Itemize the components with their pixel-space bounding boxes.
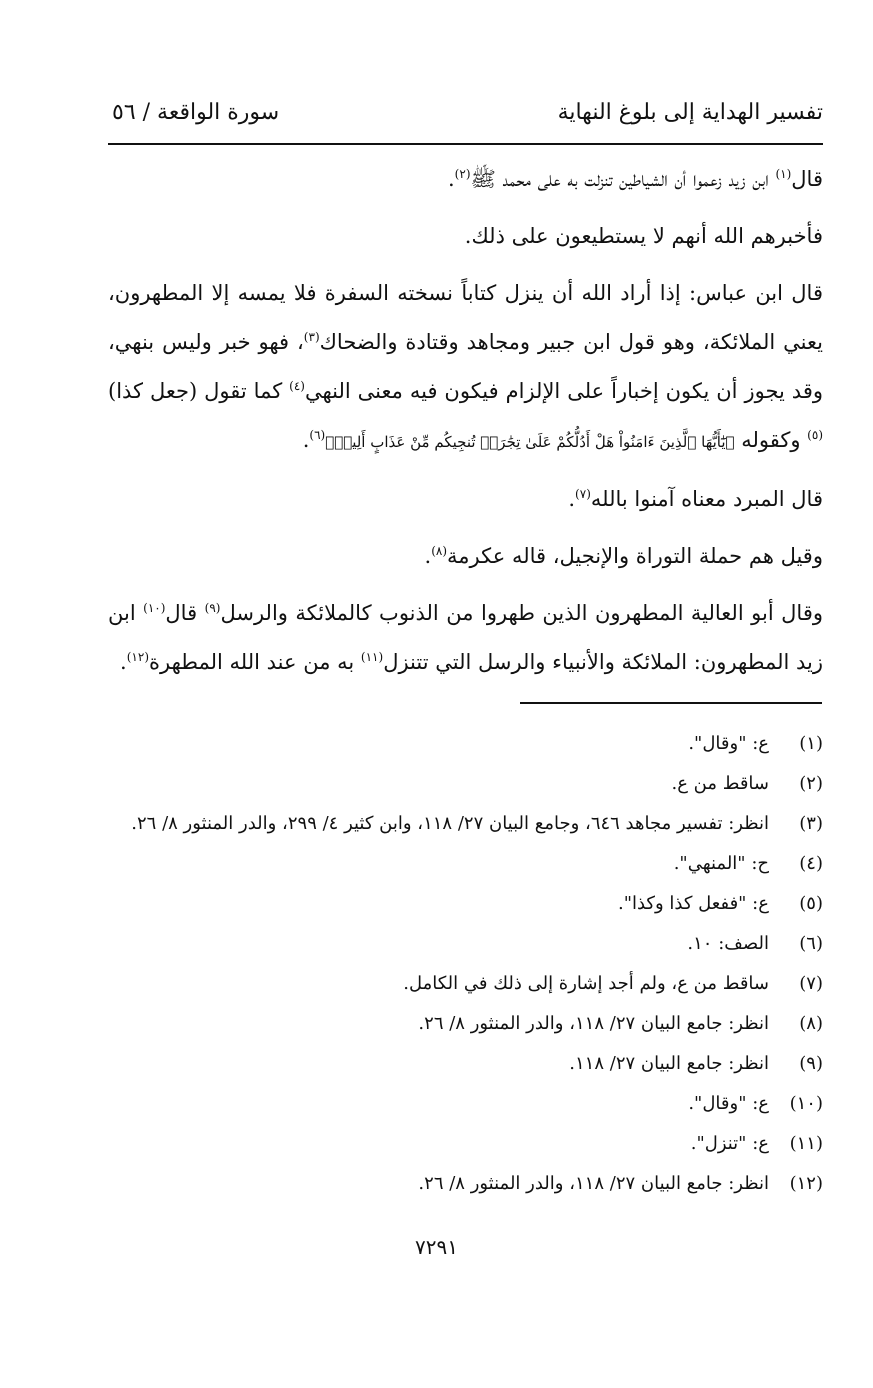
footnote-text: ساقط من ع. [671, 773, 769, 794]
footnote-item [108, 924, 823, 964]
text-run: . [424, 544, 432, 568]
footnote-number: (١٠) [789, 1093, 823, 1114]
footnote-number: (٧) [799, 973, 823, 994]
footnote-number: (١١) [789, 1133, 823, 1154]
footnote-text: انظر: تفسير مجاهد ٦٤٦، وجامع البيان ٢٧/ ١١٨، وابن كثير ٤/ ٢٩٩، والدر المنثور ٨/ ٢٦. [131, 813, 769, 834]
footnote-number: (٢) [799, 773, 823, 794]
text-run: قال المبرد معناه آمنوا بالله [590, 487, 823, 511]
text-run: . [302, 428, 310, 452]
footnote-separator [520, 702, 822, 704]
footnote-text: ع: "تنزل". [690, 1133, 769, 1154]
paragraph-4 [108, 475, 823, 524]
footnote-ref-10: (١٠) [143, 601, 166, 615]
paragraph-6 [108, 589, 823, 687]
text-run: . [120, 650, 127, 674]
footnote-number: (٣) [799, 813, 823, 834]
footnote-item [108, 804, 823, 844]
text-run: ابن زيد زعموا أن الشياطين تنزلت به على محمد ﷺ [470, 167, 776, 191]
footnote-number: (١٢) [789, 1173, 823, 1194]
footnote-ref-7: (٧) [575, 487, 591, 501]
footnote-ref-9: (٩) [204, 601, 221, 615]
text-run: قال ابن عباس: إذا أراد الله أن ينزل كتاباً نسخته السفرة فلا يمسه إلا المطهرون، يعني الملائكة، وهو قول ابن جبير ومجاهد وقتادة والضحاك [108, 281, 823, 354]
footnote-ref-6: (٦) [309, 428, 326, 442]
paragraph-2 [108, 212, 823, 261]
footnote-ref-1: (١) [775, 167, 792, 181]
footnote-text: ع: "وقال". [688, 733, 769, 754]
footnote-number: (٤) [799, 853, 823, 874]
footnote-item [108, 1124, 823, 1164]
footnote-item [108, 764, 823, 804]
footnote-ref-8: (٨) [431, 544, 448, 558]
text-run: كما تقول (جعل كذا) [108, 379, 290, 403]
footnote-text: انظر: جامع البيان ٢٧/ ١١٨، والدر المنثور ٨/ ٢٦. [418, 1013, 769, 1034]
footnote-number: (١) [799, 733, 823, 754]
text-run: ، فهو خبر وليس بنهي، وقد يجوز أن يكون إخباراً على الإلزام فيكون فيه معنى النهي [108, 330, 823, 403]
footnote-item [108, 964, 823, 1004]
footnote-ref-4: (٤) [289, 379, 305, 393]
footnote-ref-12: (١٢) [126, 650, 149, 664]
footnote-text: ع: "وقال". [688, 1093, 769, 1114]
text-run: وقال أبو العالية المطهرون الذين طهروا من الذنوب كالملائكة والرسل [220, 601, 824, 625]
text-run: . [568, 487, 576, 511]
paragraph-1 [108, 155, 823, 204]
footnotes-list [108, 724, 823, 1204]
footnote-text: الصف: ١٠. [687, 933, 769, 954]
running-header-title: تفسير الهداية إلى بلوغ النهاية [557, 100, 823, 125]
footnote-item [108, 1084, 823, 1124]
footnote-ref-3: (٣) [303, 330, 320, 344]
footnote-number: (٦) [799, 933, 823, 954]
footnote-number: (٨) [799, 1013, 823, 1034]
quran-verse: ﴿يَٰٓأَيُّهَا ٱلَّذِينَ ءَامَنُواْ هَلْ أَدُلُّكُمْ عَلَىٰ تِجَٰرَةٖ تُنجِيكُم مِّنْ عَذَابٍ أَلِيمٖ﴾ [325, 433, 735, 451]
footnote-text: ح: "المنهي". [673, 853, 769, 874]
text-run: وقيل هم حملة التوراة والإنجيل، قاله عكرمة [447, 544, 823, 568]
page-number: ٧٢٩١ [415, 1235, 458, 1259]
footnote-ref-5: (٥) [807, 428, 823, 442]
footnote-number: (٩) [799, 1053, 823, 1074]
footnote-text: ساقط من ع، ولم أجد إشارة إلى ذلك في الكامل. [403, 973, 769, 994]
footnote-item [108, 844, 823, 884]
footnote-item [108, 884, 823, 924]
text-run: قال [791, 167, 823, 191]
footnote-item [108, 1164, 823, 1204]
footnote-text: انظر: جامع البيان ٢٧/ ١١٨. [569, 1053, 769, 1074]
footnote-text: ع: "ففعل كذا وكذا". [617, 893, 769, 914]
paragraph-5 [108, 532, 823, 581]
header-rule [108, 143, 823, 145]
text-run: . [447, 167, 455, 191]
text-run: قال [165, 601, 198, 625]
main-text [108, 155, 823, 687]
footnote-number: (٥) [799, 893, 823, 914]
text-run: وكقوله [734, 428, 808, 452]
footnote-text: انظر: جامع البيان ٢٧/ ١١٨، والدر المنثور ٨/ ٢٦. [418, 1173, 769, 1194]
footnote-item [108, 1004, 823, 1044]
footnote-ref-11: (١١) [360, 650, 384, 664]
footnote-item [108, 1044, 823, 1084]
text-run: به من عند الله المطهرة [149, 650, 361, 674]
text-run: فأخبرهم الله أنهم لا يستطيعون على ذلك. [464, 224, 823, 248]
text-run: ابن زيد المطهرون: الملائكة والأنبياء والرسل التي تتنزل [108, 601, 823, 674]
footnote-ref-2: (٢) [454, 167, 471, 181]
footnote-item [108, 724, 823, 764]
running-header-surah: سورة الواقعة / ٥٦ [112, 100, 280, 125]
paragraph-3 [108, 269, 823, 467]
